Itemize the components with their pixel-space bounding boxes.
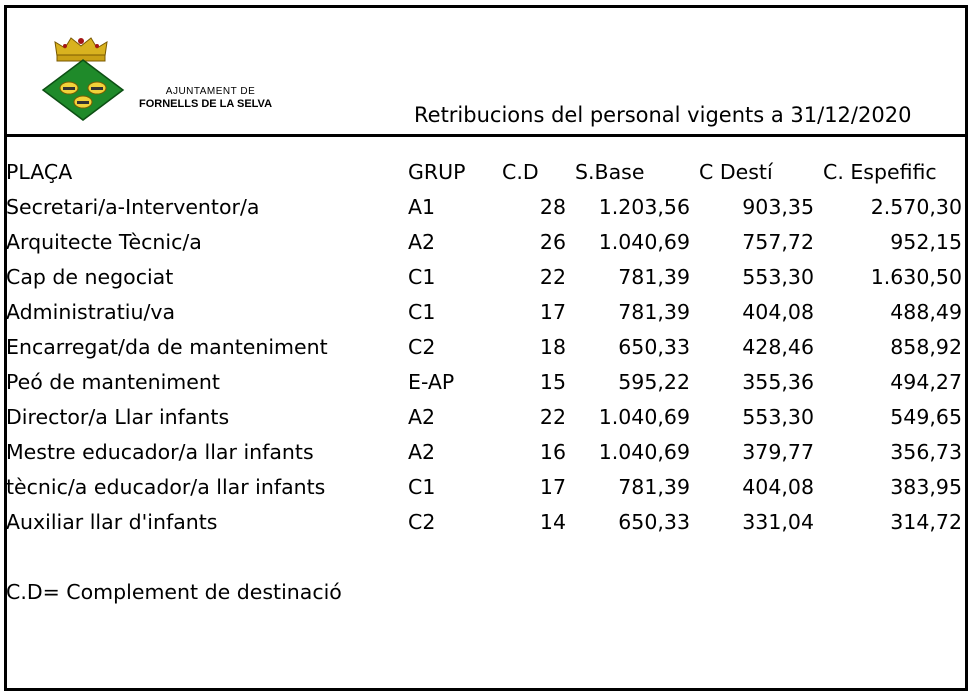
footnote: C.D= Complement de destinació bbox=[6, 580, 342, 604]
cell-plaza: Peó de manteniment bbox=[6, 370, 220, 394]
cell-grup: C1 bbox=[408, 300, 436, 324]
cell-esp: 1.630,50 bbox=[870, 265, 962, 289]
document-header bbox=[7, 8, 965, 137]
cell-desti: 404,08 bbox=[742, 475, 814, 499]
cell-plaza: Director/a Llar infants bbox=[6, 405, 230, 429]
col-header-base: S.Base bbox=[575, 160, 645, 184]
cell-base: 1.040,69 bbox=[598, 230, 690, 254]
cell-esp: 356,73 bbox=[890, 440, 962, 464]
col-header-esp: C. Espefific bbox=[823, 160, 937, 184]
cell-cd: 22 bbox=[539, 405, 566, 429]
cell-grup: A2 bbox=[408, 440, 436, 464]
cell-desti: 757,72 bbox=[742, 230, 814, 254]
org-line-2: FORNELLS DE LA SELVA bbox=[139, 98, 273, 110]
col-header-cd: C.D bbox=[502, 160, 539, 184]
cell-grup: C2 bbox=[408, 335, 436, 359]
cell-esp: 314,72 bbox=[890, 510, 962, 534]
coat-of-arms-icon bbox=[41, 58, 125, 122]
cell-cd: 17 bbox=[539, 475, 566, 499]
cell-plaza: Arquitecte Tècnic/a bbox=[6, 230, 202, 254]
org-line-1: AJUNTAMENT DE bbox=[165, 86, 256, 97]
cell-cd: 22 bbox=[539, 265, 566, 289]
cell-esp: 858,92 bbox=[890, 335, 962, 359]
cell-plaza: Secretari/a-Interventor/a bbox=[6, 195, 260, 219]
col-header-plaza: PLAÇA bbox=[6, 160, 73, 184]
cell-grup: C1 bbox=[408, 265, 436, 289]
cell-esp: 549,65 bbox=[890, 405, 962, 429]
cell-esp: 383,95 bbox=[890, 475, 962, 499]
cell-grup: C2 bbox=[408, 510, 436, 534]
cell-esp: 2.570,30 bbox=[870, 195, 962, 219]
cell-desti: 553,30 bbox=[742, 265, 814, 289]
cell-base: 781,39 bbox=[618, 300, 690, 324]
cell-desti: 379,77 bbox=[742, 440, 814, 464]
cell-cd: 14 bbox=[539, 510, 566, 534]
cell-grup: E-AP bbox=[408, 370, 455, 394]
cell-plaza: Administratiu/va bbox=[6, 300, 176, 324]
cell-plaza: Auxiliar llar d'infants bbox=[6, 510, 218, 534]
cell-grup: A1 bbox=[408, 195, 436, 219]
cell-base: 650,33 bbox=[618, 510, 690, 534]
cell-cd: 28 bbox=[539, 195, 566, 219]
cell-grup: A2 bbox=[408, 405, 436, 429]
cell-plaza: Mestre educador/a llar infants bbox=[6, 440, 314, 464]
cell-cd: 16 bbox=[539, 440, 566, 464]
cell-plaza: tècnic/a educador/a llar infants bbox=[6, 475, 326, 499]
organization-name bbox=[139, 86, 272, 111]
cell-base: 1.040,69 bbox=[598, 440, 690, 464]
cell-cd: 18 bbox=[539, 335, 566, 359]
cell-base: 595,22 bbox=[618, 370, 690, 394]
cell-desti: 428,46 bbox=[742, 335, 814, 359]
col-header-grup: GRUP bbox=[408, 160, 466, 184]
cell-base: 650,33 bbox=[618, 335, 690, 359]
cell-desti: 553,30 bbox=[742, 405, 814, 429]
cell-desti: 404,08 bbox=[742, 300, 814, 324]
cell-esp: 488,49 bbox=[890, 300, 962, 324]
cell-grup: C1 bbox=[408, 475, 436, 499]
cell-esp: 494,27 bbox=[890, 370, 962, 394]
cell-plaza: Encarregat/da de manteniment bbox=[6, 335, 328, 359]
cell-desti: 903,35 bbox=[742, 195, 814, 219]
cell-cd: 15 bbox=[539, 370, 566, 394]
cell-base: 781,39 bbox=[618, 265, 690, 289]
page-title: Retribucions del personal vigents a 31/12/2020 bbox=[414, 103, 912, 127]
cell-plaza: Cap de negociat bbox=[6, 265, 174, 289]
cell-base: 781,39 bbox=[618, 475, 690, 499]
col-header-desti: C Destí bbox=[699, 160, 773, 184]
cell-desti: 331,04 bbox=[742, 510, 814, 534]
cell-cd: 26 bbox=[539, 230, 566, 254]
cell-base: 1.203,56 bbox=[598, 195, 690, 219]
cell-esp: 952,15 bbox=[890, 230, 962, 254]
cell-base: 1.040,69 bbox=[598, 405, 690, 429]
cell-grup: A2 bbox=[408, 230, 436, 254]
cell-cd: 17 bbox=[539, 300, 566, 324]
cell-desti: 355,36 bbox=[742, 370, 814, 394]
